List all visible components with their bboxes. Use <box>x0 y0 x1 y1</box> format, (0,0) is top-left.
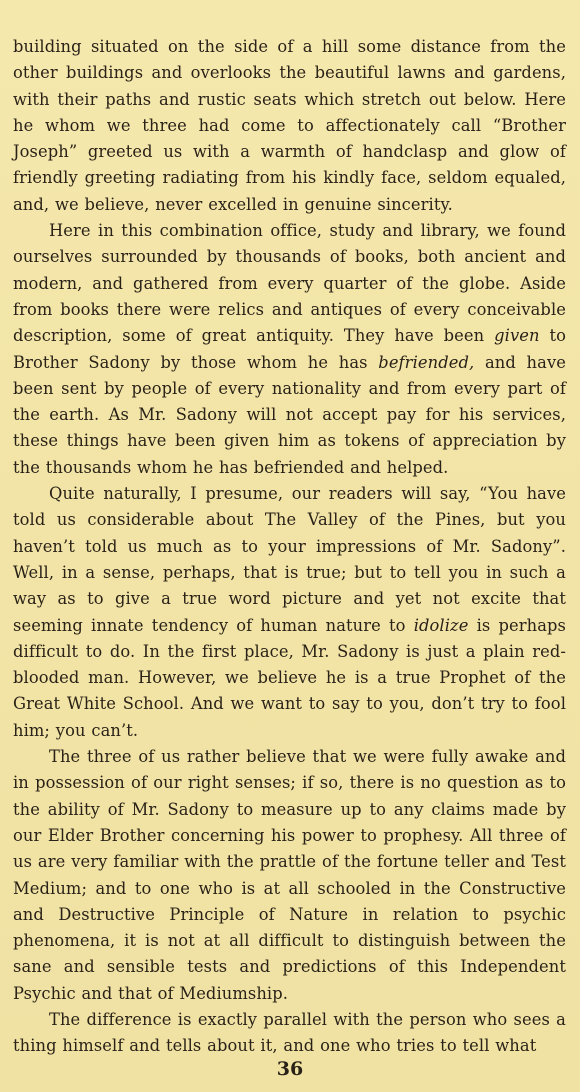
paragraph-5 <box>13 1007 566 1060</box>
italic-text: befriended, <box>378 352 475 372</box>
text-run: is perhaps difficult to do. In the first place, Mr. Sadony is just a plain red-blooded man. However, we believe he is a true Prophet of the Great White School. And we want to say to you, don’t try to fool him; you can’t. <box>13 615 566 740</box>
text-run: Here in this combination office, study and library, we found ourselves surrounded by thousands of books, both ancient and modern, and gathered from every quarter of the globe. Aside from books there were relics and antiques of every conceivable description, some of great antiquity. They have been <box>13 221 566 346</box>
italic-text: idolize <box>413 615 469 635</box>
text-run: and have been sent by people of every nationality and from every part of the earth. As Mr. Sadony will not accept pay for his services, these things have been given him as tokens of appreciation by the thousands whom he has befriended and helped. <box>13 352 566 477</box>
text-run: The difference is exactly parallel with the person who sees a thing himself and tells about it, and one who tries to tell what <box>13 1009 566 1056</box>
italic-text: given <box>494 326 540 346</box>
paragraph-4 <box>13 744 566 1007</box>
text-run: Quite naturally, I presume, our readers will say, “You have told us considerable about The Valley of the Pines, but you haven’t told us much as to your impressions of Mr. Sadony”. Well, in a sense, perhaps, that is true; but to tell you in such a way as to give a true word picture and yet not excite that seeming innate tendency of human nature to <box>13 484 566 635</box>
page-number: 36 <box>276 1058 304 1080</box>
paragraph-3 <box>13 481 566 744</box>
text-run: The three of us rather believe that we were fully awake and in possession of our right senses; if so, there is no question as to the ability of Mr. Sadony to measure up to any claims made by our Elder Brother concerning his power to prophesy. All three of us are very familiar with the prattle of the fortune teller and Test Medium; and to one who is at all schooled in the Constructive and Destructive Principle of Nature in relation to psychic phenomena, it is not at all difficult to distinguish between the sane and sensible tests and predictions of this Independent Psychic and that of Mediumship. <box>13 747 566 1003</box>
paragraph-1 <box>13 34 566 218</box>
text-run: building situated on the side of a hill some distance from the other buildings and overlooks the beautiful lawns and gardens, with their paths and rustic seats which stretch out below. Here he whom we three had come to affectionately call “Brother Joseph” greeted us with a warmth of handclasp and glow of friendly greeting radiating from his kindly face, seldom equaled, and, we believe, never excelled in genuine sincerity. <box>13 37 566 214</box>
body-text <box>13 34 566 1060</box>
paragraph-2 <box>13 218 566 481</box>
text-run: to Brother Sadony by those whom he has <box>13 326 566 372</box>
